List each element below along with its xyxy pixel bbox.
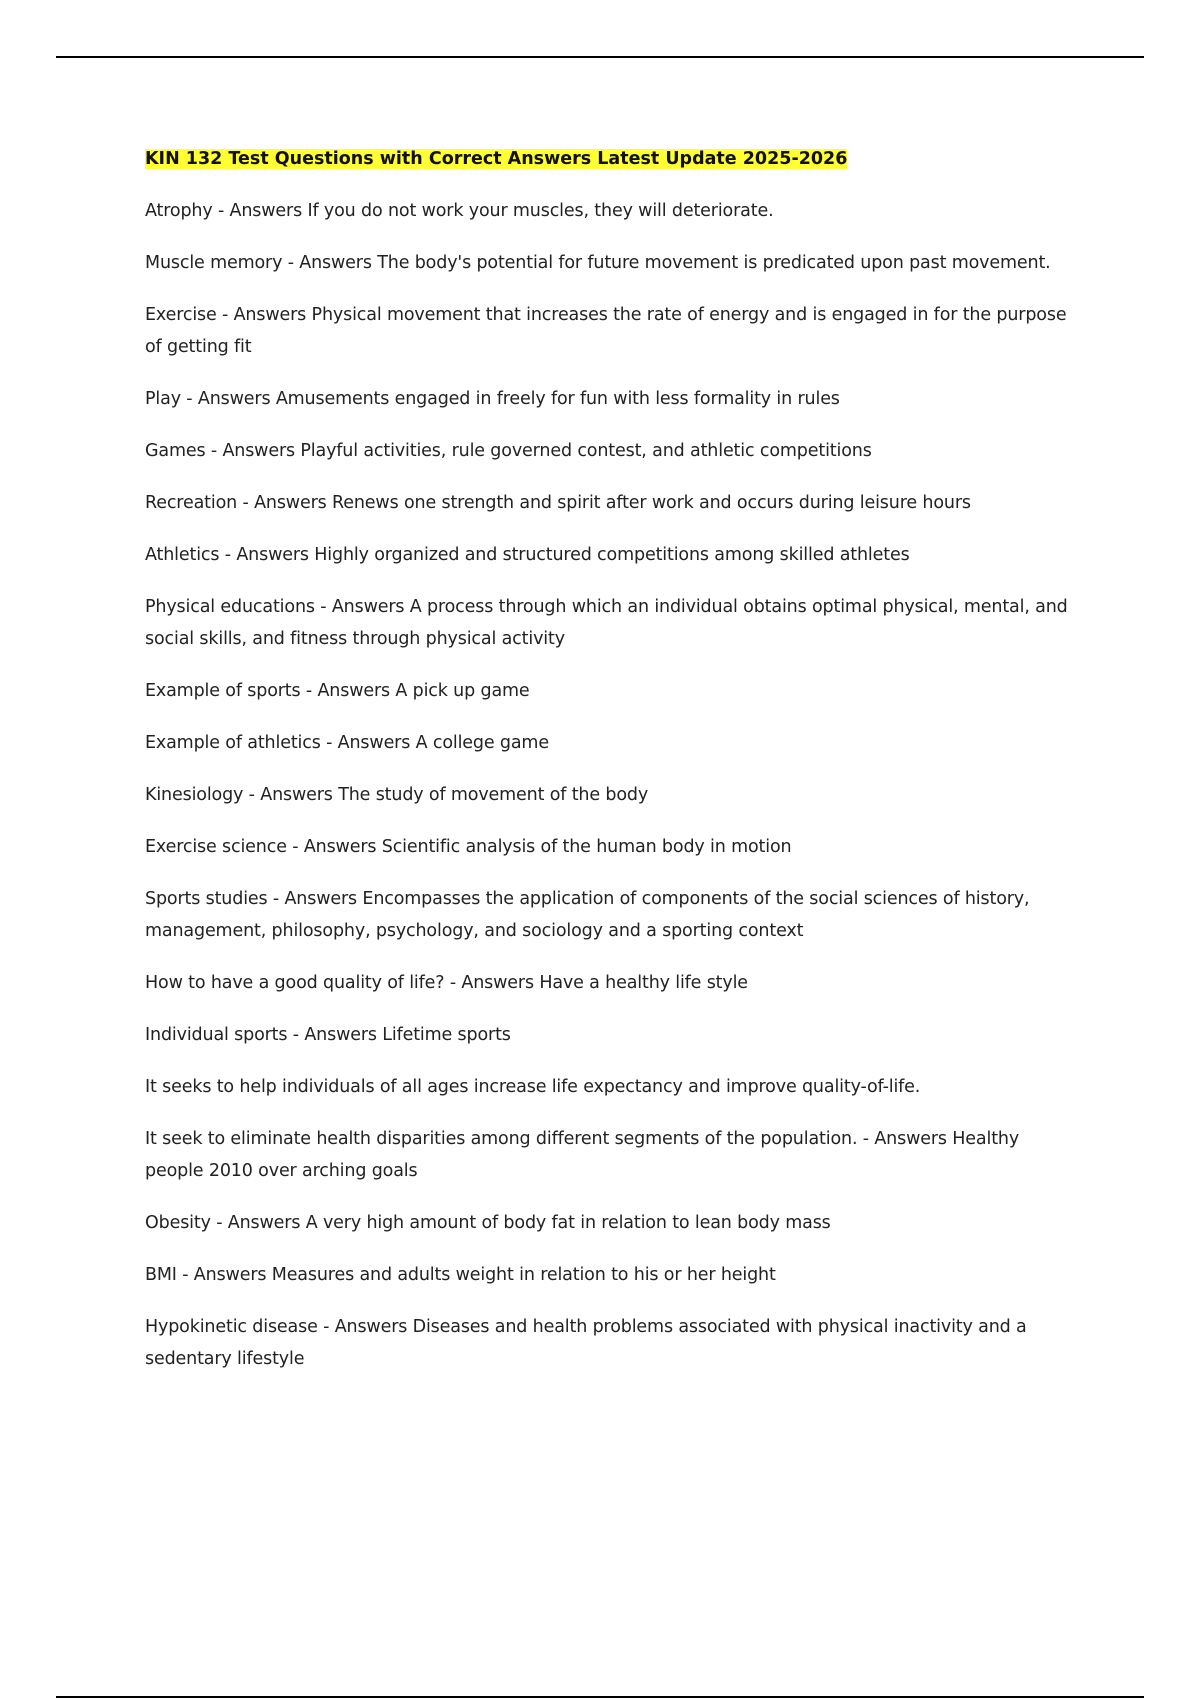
document-content xyxy=(145,145,1080,1395)
qa-item: Hypokinetic disease - Answers Diseases and health problems associated with physical inactivity and a sedentary lifestyle xyxy=(145,1317,1027,1369)
qa-item: Obesity - Answers A very high amount of body fat in relation to lean body mass xyxy=(145,1213,831,1233)
qa-item: Physical educations - Answers A process through which an individual obtains optimal physical, mental, and social skills, and fitness through physical activity xyxy=(145,597,1068,649)
qa-item: BMI - Answers Measures and adults weight in relation to his or her height xyxy=(145,1265,776,1285)
qa-item: How to have a good quality of life? - Answers Have a healthy life style xyxy=(145,973,748,993)
document-title: KIN 132 Test Questions with Correct Answers Latest Update 2025-2026 xyxy=(145,149,848,169)
footer-rule xyxy=(56,1696,1144,1698)
qa-item: Muscle memory - Answers The body's potential for future movement is predicated upon past movement. xyxy=(145,253,1051,273)
qa-item: Exercise science - Answers Scientific analysis of the human body in motion xyxy=(145,837,792,857)
qa-item: Example of athletics - Answers A college game xyxy=(145,733,549,753)
qa-item: It seek to eliminate health disparities among different segments of the population. - Answers Healthy people 2010 over arching goals xyxy=(145,1129,1020,1181)
qa-item: Example of sports - Answers A pick up game xyxy=(145,681,530,701)
qa-item: Sports studies - Answers Encompasses the application of components of the social sciences of history, management, philosophy, psychology, and sociology and a sporting context xyxy=(145,889,1030,941)
qa-item: Kinesiology - Answers The study of movement of the body xyxy=(145,785,649,805)
qa-item: Recreation - Answers Renews one strength and spirit after work and occurs during leisure hours xyxy=(145,493,971,513)
qa-item: Atrophy - Answers If you do not work your muscles, they will deteriorate. xyxy=(145,201,774,221)
qa-item: It seeks to help individuals of all ages increase life expectancy and improve quality-of-life. xyxy=(145,1077,921,1097)
header-rule xyxy=(56,56,1144,58)
qa-item: Games - Answers Playful activities, rule governed contest, and athletic competitions xyxy=(145,441,872,461)
qa-item: Play - Answers Amusements engaged in freely for fun with less formality in rules xyxy=(145,389,840,409)
qa-item: Exercise - Answers Physical movement that increases the rate of energy and is engaged in for the purpose of getting fit xyxy=(145,305,1067,357)
title-line xyxy=(145,145,1080,173)
qa-item: Athletics - Answers Highly organized and structured competitions among skilled athletes xyxy=(145,545,910,565)
qa-item: Individual sports - Answers Lifetime sports xyxy=(145,1025,511,1045)
